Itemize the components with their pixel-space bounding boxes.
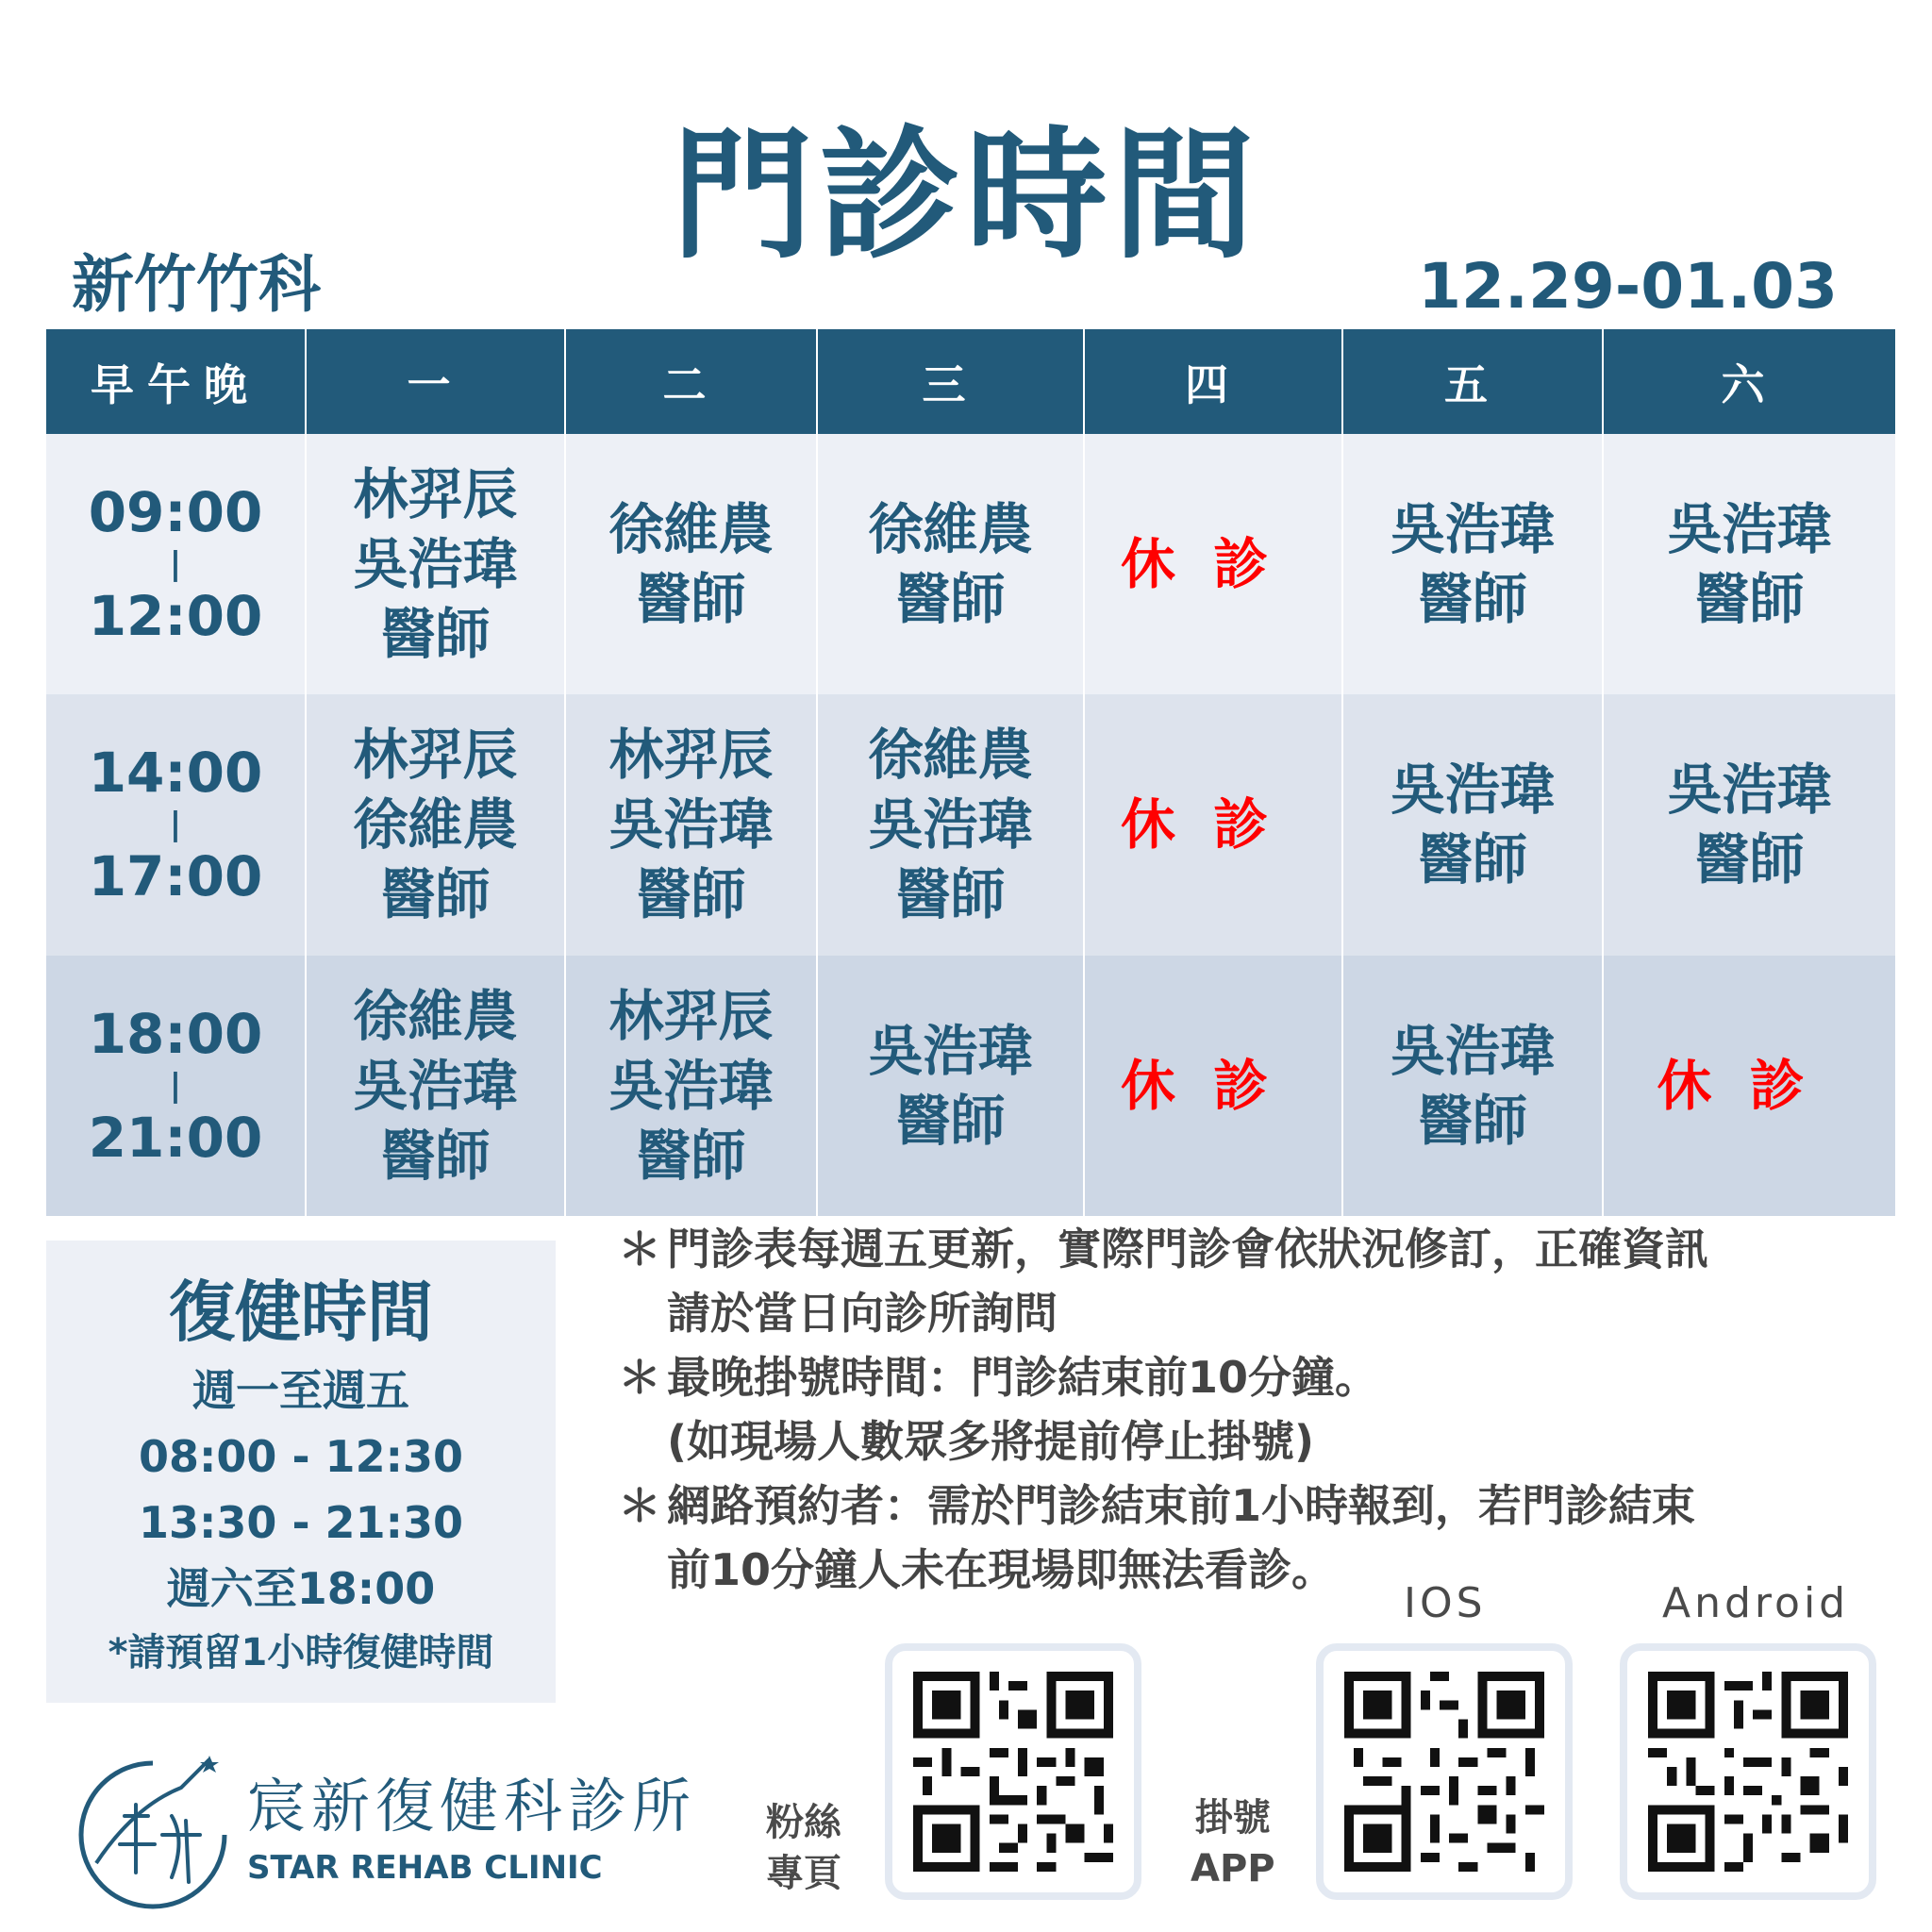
- col-header-period: 早午晚: [46, 329, 306, 434]
- doctor-title: 醫師: [895, 1088, 1006, 1153]
- doctor-name: 吳浩瑋: [608, 1053, 774, 1118]
- doctor-title: 醫師: [636, 862, 746, 927]
- doctor-title: 醫師: [895, 862, 1006, 927]
- doctor-name: 吳浩瑋: [868, 792, 1033, 858]
- cell-tue-morning: [565, 434, 817, 694]
- doctor-name: 吳浩瑋: [1667, 758, 1832, 823]
- cell-sat-evening: [1603, 956, 1895, 1216]
- time-separator: |: [169, 806, 182, 844]
- fanpage-qr-code[interactable]: [885, 1643, 1141, 1900]
- cell-thu-afternoon: [1084, 694, 1342, 955]
- rehab-slot-morning: 08:00 - 12:30: [139, 1431, 463, 1482]
- doctor-name: 徐維農: [868, 497, 1033, 562]
- rehab-hours-box: [46, 1241, 556, 1703]
- cell-fri-afternoon: [1342, 694, 1603, 955]
- clinic-name: 宸新復健科診所: [247, 1772, 697, 1840]
- rehab-saturday: 週六至18:00: [166, 1563, 436, 1614]
- date-range: 12.29-01.03: [1418, 250, 1838, 323]
- asterisk-icon: ＊: [618, 1224, 661, 1274]
- col-header-fri: 五: [1342, 329, 1603, 434]
- fanpage-label: [766, 1797, 841, 1899]
- doctor-title: 醫師: [1694, 567, 1805, 632]
- doctor-title: 醫師: [380, 862, 491, 927]
- col-header-thu: 四: [1084, 329, 1342, 434]
- qr-code-icon: [913, 1672, 1113, 1872]
- cell-sat-afternoon: [1603, 694, 1895, 955]
- doctor-title: 醫師: [636, 1123, 746, 1188]
- asterisk-icon: ＊: [618, 1480, 661, 1531]
- cell-wed-afternoon: [817, 694, 1084, 955]
- app-label-line1: 掛號: [1194, 1796, 1271, 1840]
- doctor-name: 吳浩瑋: [608, 792, 774, 858]
- note-line: 前10分鐘人未在現場即無法看診。: [667, 1544, 1336, 1595]
- cell-mon-afternoon: [306, 694, 565, 955]
- note-line: (如現場人數眾多將提前停止掛號): [667, 1416, 1315, 1467]
- doctor-name: 吳浩瑋: [353, 1053, 518, 1118]
- rehab-title: 復健時間: [169, 1274, 433, 1351]
- fanpage-label-line1: 粉絲: [766, 1801, 841, 1844]
- doctor-name: 林羿辰: [608, 983, 774, 1048]
- page-title: 門診時間: [671, 114, 1260, 278]
- doctor-name: 吳浩瑋: [1667, 497, 1832, 562]
- cell-tue-afternoon: [565, 694, 817, 955]
- rehab-slot-afternoon: 13:30 - 21:30: [139, 1497, 463, 1548]
- doctor-name: 吳浩瑋: [1390, 497, 1555, 562]
- cell-mon-morning: [306, 434, 565, 694]
- time-separator: |: [169, 545, 182, 584]
- closed-label: 休診: [1657, 1053, 1842, 1118]
- rehab-weekday-label: 週一至週五: [192, 1365, 409, 1416]
- time-end: 17:00: [88, 844, 263, 909]
- cell-wed-morning: [817, 434, 1084, 694]
- doctor-name: 吳浩瑋: [353, 532, 518, 597]
- branch-name: 新竹竹科: [72, 248, 321, 321]
- doctor-name: 徐維農: [353, 983, 518, 1048]
- asterisk-icon: ＊: [618, 1352, 661, 1403]
- android-app-qr-code[interactable]: [1620, 1643, 1876, 1900]
- cell-mon-evening: [306, 956, 565, 1216]
- col-header-wed: 三: [817, 329, 1084, 434]
- table-row: [46, 434, 1895, 694]
- doctor-name: 吳浩瑋: [868, 1018, 1033, 1083]
- table-row: [46, 956, 1895, 1216]
- cell-thu-evening: [1084, 956, 1342, 1216]
- cell-tue-evening: [565, 956, 817, 1216]
- cell-sat-morning: [1603, 434, 1895, 694]
- time-end: 12:00: [88, 584, 263, 649]
- doctor-title: 醫師: [380, 602, 491, 667]
- cell-thu-morning: [1084, 434, 1342, 694]
- cell-fri-morning: [1342, 434, 1603, 694]
- time-start: 18:00: [88, 1001, 263, 1066]
- notes-list: [618, 1217, 1920, 1602]
- qr-code-icon: [1344, 1672, 1544, 1872]
- col-header-tue: 二: [565, 329, 817, 434]
- cell-fri-evening: [1342, 956, 1603, 1216]
- android-caption: Android: [1662, 1579, 1850, 1627]
- schedule-header-row: [46, 329, 1895, 434]
- doctor-name: 吳浩瑋: [1390, 758, 1555, 823]
- time-end: 21:00: [88, 1105, 263, 1170]
- doctor-name: 徐維農: [353, 792, 518, 858]
- doctor-title: 醫師: [1417, 567, 1527, 632]
- time-slot-morning: [46, 434, 306, 694]
- doctor-name: 吳浩瑋: [1390, 1018, 1555, 1083]
- note-line: 請於當日向診所詢問: [667, 1288, 1058, 1339]
- qr-code-icon: [1648, 1672, 1848, 1872]
- rehab-note: *請預留1小時復健時間: [108, 1631, 494, 1674]
- cell-wed-evening: [817, 956, 1084, 1216]
- closed-label: 休診: [1120, 1053, 1306, 1118]
- doctor-name: 徐維農: [868, 723, 1033, 788]
- clinic-name-en: STAR REHAB CLINIC: [247, 1849, 603, 1887]
- col-header-mon: 一: [306, 329, 565, 434]
- closed-label: 休診: [1120, 532, 1306, 597]
- doctor-title: 醫師: [380, 1123, 491, 1188]
- doctor-title: 醫師: [895, 567, 1006, 632]
- note-line: 最晚掛號時間：門診結束前10分鐘。: [667, 1352, 1379, 1403]
- ios-app-qr-code[interactable]: [1316, 1643, 1573, 1900]
- time-start: 14:00: [88, 741, 263, 806]
- ios-caption: IOS: [1404, 1579, 1487, 1627]
- note-item: [618, 1345, 1920, 1474]
- doctor-name: 林羿辰: [353, 462, 518, 527]
- doctor-name: 林羿辰: [353, 723, 518, 788]
- doctor-name: 徐維農: [608, 497, 774, 562]
- doctor-title: 醫師: [1694, 827, 1805, 892]
- note-item: [618, 1217, 1920, 1345]
- star-rehab-logo-icon: [68, 1750, 238, 1920]
- schedule-table: [46, 329, 1895, 1216]
- col-header-sat: 六: [1603, 329, 1895, 434]
- app-label: [1191, 1792, 1275, 1894]
- fanpage-label-line2: 專頁: [766, 1852, 841, 1895]
- time-slot-afternoon: [46, 694, 306, 955]
- app-label-line2: APP: [1191, 1847, 1275, 1890]
- doctor-title: 醫師: [1417, 1088, 1527, 1153]
- doctor-name: 林羿辰: [608, 723, 774, 788]
- time-separator: |: [169, 1066, 182, 1105]
- doctor-title: 醫師: [1417, 827, 1527, 892]
- time-start: 09:00: [88, 480, 263, 545]
- table-row: [46, 694, 1895, 955]
- doctor-title: 醫師: [636, 567, 746, 632]
- time-slot-evening: [46, 956, 306, 1216]
- closed-label: 休診: [1120, 792, 1306, 858]
- note-line: 網路預約者：需於門診結束前1小時報到，若門診結束: [667, 1480, 1696, 1531]
- note-line: 門診表每週五更新，實際門診會依狀況修訂，正確資訊: [667, 1224, 1708, 1274]
